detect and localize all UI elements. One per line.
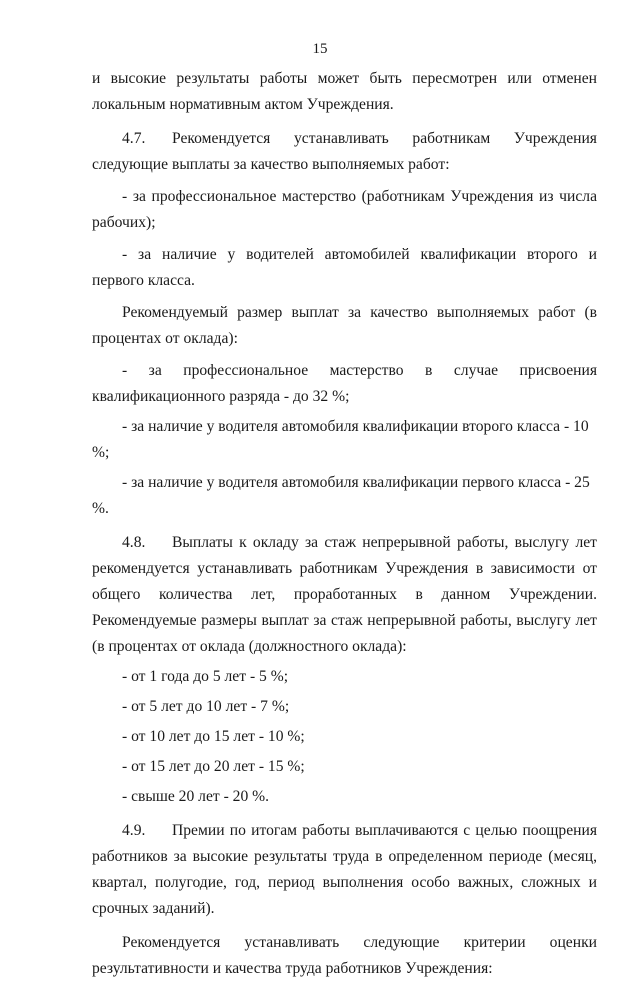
section-4-7-text: Рекомендуется устанавливать работникам Учреждения следующие выплаты за качество выполняемых работ: <box>92 130 597 173</box>
section-4-8 <box>92 530 597 660</box>
list-item: - за наличие у водителя автомобиля квалификации первого класса - 25 %. <box>92 474 590 517</box>
list-item: - от 10 лет до 15 лет - 10 %; <box>122 728 305 745</box>
paragraph-continuation-line1: и высокие результаты работы может быть пересмотрен или отменен <box>92 70 597 87</box>
page-number: 15 <box>312 41 328 57</box>
section-4-9-number: 4.9. <box>122 822 146 839</box>
paragraph-continuation-line2: локальным нормативным актом Учреждения. <box>92 96 394 113</box>
list-item: - от 1 года до 5 лет - 5 %; <box>122 668 289 685</box>
section-4-8-text: Выплаты к окладу за стаж непрерывной работы, выслугу лет рекомендуется устанавливать работникам Учреждения в зависимости от общего количества лет, проработанных в данном Учреждении. Рекомендуемые размеры выплат за стаж непрерывной работы, выслугу лет (в процентах от оклада (должностного оклада): <box>92 534 597 655</box>
section-4-7 <box>92 126 597 178</box>
section-4-9-text: Премии по итогам работы выплачиваются с целью поощрения работников за высокие результаты труда в определенном периоде (месяц, квартал, полугодие, год, период выполнения особо важных, сложных и срочных заданий). <box>92 822 597 917</box>
list-item: - за профессиональное мастерство в случае присвоения квалификационного разряда - до 32 %; <box>92 362 597 405</box>
list-item: - свыше 20 лет - 20 %. <box>122 788 270 805</box>
paragraph-recommended-size: Рекомендуемый размер выплат за качество выполняемых работ (в процентах от оклада): <box>92 304 597 347</box>
paragraph-criteria: Рекомендуется устанавливать следующие критерии оценки результативности и качества труда работников Учреждения: <box>92 934 597 977</box>
list-item: - за наличие у водителей автомобилей квалификации второго и первого класса. <box>92 246 597 289</box>
list-item: - от 15 лет до 20 лет - 15 %; <box>122 758 305 775</box>
section-4-7-number: 4.7. <box>122 130 146 147</box>
document-body <box>92 66 597 982</box>
list-item: - за наличие у водителя автомобиля квалификации второго класса - 10 %; <box>92 418 589 461</box>
list-item: - за профессиональное мастерство (работникам Учреждения из числа рабочих); <box>92 188 597 231</box>
section-4-8-number: 4.8. <box>122 534 146 551</box>
section-4-9 <box>92 818 597 922</box>
list-item: - от 5 лет до 10 лет - 7 %; <box>122 698 290 715</box>
